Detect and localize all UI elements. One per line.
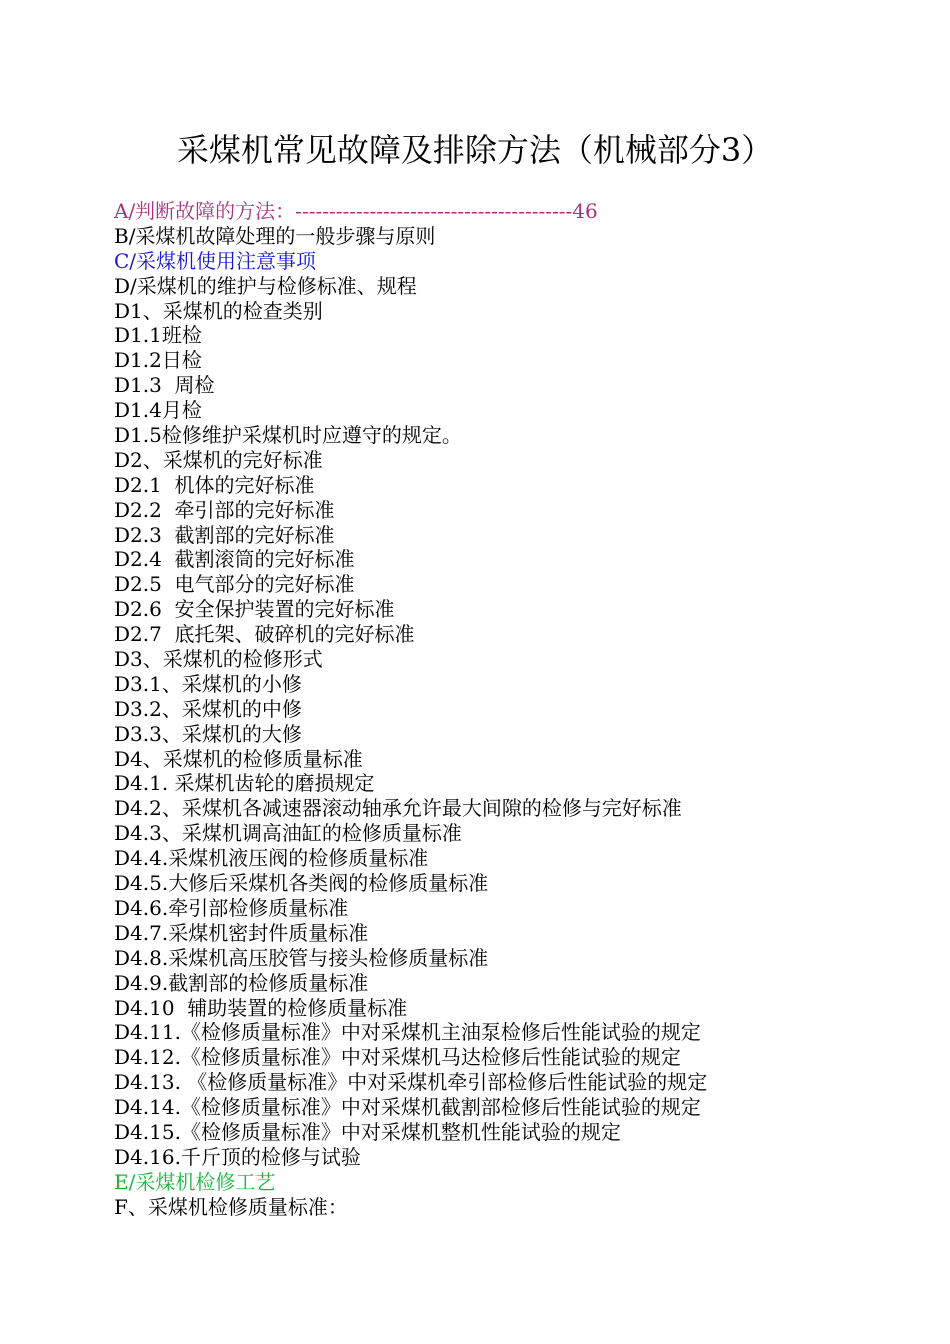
toc-item-d2-3: D2.3 截割部的完好标准: [114, 522, 335, 547]
toc-item-d2-5: D2.5 电气部分的完好标准: [114, 572, 355, 597]
toc-item-d2-7: D2.7 底托架、破碎机的完好标准: [114, 622, 415, 647]
toc-item-d4-9: D4.9.截割部的检修质量标准: [114, 970, 369, 995]
toc-item-d4-2: D4.2、采煤机各减速器滚动轴承允许最大间隙的检修与完好标准: [114, 796, 682, 821]
toc-item-d1-2: D1.2日检: [114, 348, 202, 373]
toc-item-b: B/采煤机故障处理的一般步骤与原则: [114, 223, 436, 248]
toc-item-d4-16: D4.16.千斤顶的检修与试验: [114, 1144, 361, 1169]
toc-item-d4-13: D4.13. 《检修质量标准》中对采煤机牵引部检修后性能试验的规定: [114, 1070, 708, 1095]
toc-item-d2-6: D2.6 安全保护装置的完好标准: [114, 597, 395, 622]
toc-item-d2-2: D2.2 牵引部的完好标准: [114, 497, 335, 522]
toc-item-d1-1: D1.1班检: [114, 323, 202, 348]
toc-item-d4-1: D4.1. 采煤机齿轮的磨损规定: [114, 771, 375, 796]
toc-item-d4-7: D4.7.采煤机密封件质量标准: [114, 920, 369, 945]
toc-item-d1: D1、采煤机的检查类别: [114, 298, 323, 323]
toc-item-d3: D3、采煤机的检修形式: [114, 647, 323, 672]
toc-item-d4-3: D4.3、采煤机调高油缸的检修质量标准: [114, 821, 462, 846]
toc-item-d1-5: D1.5检修维护采煤机时应遵守的规定。: [114, 423, 462, 448]
toc-item-e[interactable]: E/采煤机检修工艺: [114, 1169, 276, 1194]
toc-item-d3-2: D3.2、采煤机的中修: [114, 696, 302, 721]
toc-item-d4-11: D4.11.《检修质量标准》中对采煤机主油泵检修后性能试验的规定: [114, 1020, 701, 1045]
toc-item-d3-1: D3.1、采煤机的小修: [114, 671, 302, 696]
toc-item-d4-15: D4.15.《检修质量标准》中对采煤机整机性能试验的规定: [114, 1119, 621, 1144]
toc-item-c[interactable]: C/采煤机使用注意事项: [114, 248, 317, 273]
toc-item-d2: D2、采煤机的完好标准: [114, 447, 323, 472]
toc-item-d3-3: D3.3、采煤机的大修: [114, 721, 302, 746]
toc-item-f: F、采煤机检修质量标准：: [114, 1194, 348, 1219]
toc-item-d1-4: D1.4月检: [114, 398, 202, 423]
toc-item-d4-8: D4.8.采煤机高压胶管与接头检修质量标准: [114, 945, 489, 970]
toc-item-d4-14: D4.14.《检修质量标准》中对采煤机截割部检修后性能试验的规定: [114, 1095, 701, 1120]
toc-item-d: D/采煤机的维护与检修标准、规程: [114, 273, 417, 298]
toc-item-d4-6: D4.6.牵引部检修质量标准: [114, 895, 349, 920]
toc-item-a[interactable]: A/判断故障的方法：-----------------------------------------46: [114, 199, 598, 223]
document-title: 采煤机常见故障及排除方法（机械部分3）: [176, 131, 774, 169]
toc-item-d2-4: D2.4 截割滚筒的完好标准: [114, 547, 355, 572]
toc-item-d2-1: D2.1 机体的完好标准: [114, 472, 315, 497]
toc-item-d4-12: D4.12.《检修质量标准》中对采煤机马达检修后性能试验的规定: [114, 1045, 681, 1070]
toc-item-d4-4: D4.4.采煤机液压阀的检修质量标准: [114, 846, 429, 871]
toc-item-d1-3: D1.3 周检: [114, 373, 215, 398]
toc-item-d4-10: D4.10 辅助装置的检修质量标准: [114, 995, 408, 1020]
toc-item-d4: D4、采煤机的检修质量标准: [114, 746, 363, 771]
toc-item-d4-5: D4.5.大修后采煤机各类阀的检修质量标准: [114, 871, 489, 896]
table-of-contents: [114, 199, 834, 1220]
